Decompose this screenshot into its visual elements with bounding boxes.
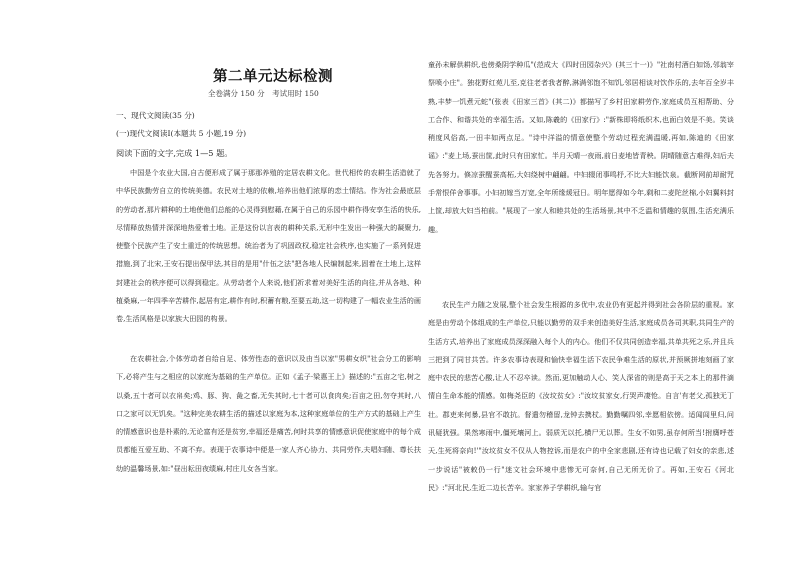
exam-meta: 全卷满分 150 分 考试用时 150 — [208, 89, 319, 98]
section-heading: 一、现代文阅读(35 分) — [116, 111, 195, 120]
page-title: 第二单元达标检测 — [213, 69, 333, 85]
right-paragraph-1: 童孙未解供耕织,也傍桑阴学种瓜"(范成大《四时田园杂兴》(其三十一)》"社南村酒白如饧,邻翁宰祭喷小庄"。独花野红苑儿至,克往老者我者醉,淋满邻饱不知饥,邻居相谈对饮作乐的,去年百全岁丰熟,丰梦一饥煮元蛇"(张表《田家三首》(其二)》都描写了乡村田家耕劳作,家庭成员互相帮助、分工合作、和谐共处的幸福生活。又如,陈羲的《田家行》:"新株即将纸织木,也面白效是不美。笑谈稍度风俗高,一田丰如两点足。"诗中洋溢的情意使整个劳动过程充满温暖,再如,陈迪的《田家谣》:"麦上场,蚕出筐,此时只有田家忙。半月天晴一夜雨,前日麦地皆青秧。阴晴随意古难得,妇后夫先各努力。倏凉蚕醒蚕高柘,大妇绕树中翩翩。中妇辍闭事鸣杼,不比大妇能饮泉。截断网前却耐咒手常恨佯舍事事。小妇初嫁当万宽,全年所缘煖冠日。明年愿得如今年,剩和二麦陀丝棉,小妇翼料封上筐,却放大妇当柏前。"展现了一家人和睦共处的生活场景,其中不乏温和情趣的氛围,生活充满乐趣。 — [428, 60, 734, 234]
right-paragraph-2: 农民生产力随之发展,整个社会发生根源的多优中,农业仍有更起并得到社会各阶层的重视。家庭是由劳动个体组成的生产单位,只能以勤劳的双手来创造美好生活,家庭成员各司其职,共同生产的生活方式,培养出了家庭成员深深融入每个人的内心。他们不仅共同创造幸福,共单共死之乐,并且兵三把到了同甘共苦。许多农事诗表现和愉快幸福生活下农民争难生活的原状,并预厥拼地刻画了家庭中农民的悲苦心酸,让人不忍卒读。然而,更加触动人心、笑人深省的则是高于天之本上的那件滴情自生命本能的情感。如梅尧臣的《汝坟贫女》:"汝坟贫家女,行哭声凄怆。自言'有老父,孤独无丁壮。郡吏来何暴,县官不敢抗。督遣勿稽留,龙钟去携杖。勤勤嘱四邻,幸愿相依傍。适闻闾里归,问讯疑犹强。果然寒雨中,僵死壤河上。弱质无以托,横尸无以葬。生女不如男,虽存何所当!拊膺呼苍天,生死将奈向!'"汝坟贫女不仅从人物控诉,而是农户的中全家悲剧,还有诗也记载了妇女的亲悲,述一步说话"被敕仍一行"迷文社会环境中悲惨无可奈何,自己无所无价了。再如,王安石《河北民》:"河北民,生近二边长苦辛。家家养子学耕织,输与官 — [428, 300, 734, 492]
left-paragraph-1: 中国是个农业大国,自古便形成了属于那那养殖的定居农耕文化。世代相传的农耕生活造就了中华民族勤劳自立的传统美德。农民对土地的依赖,培养出他们浓厚的恋土情结。作为社会最底层的劳动者,那片耕种的土地使他们总能的心灵得到慰藉,在属于自己的乐园中耕作得安享生活的快乐,尽情释放热情并深深地热爱着土地。正是这份以言表的耕种关系,无形中生发出一种强大的凝聚力,使整个民族产生了安土重迁的传统思想。统治者为了巩固政权,稳定社会秩序,也实施了一系列促进措施,到了北宋,王安石提出保甲法,其目的是用"什伍之法"把各地人民编制起来,固着在土地上,这样封建社会的秩序便可以得到稳定。从劳动者个人来说,他们祈求着对美好生活的向往,并从各地、种植桑麻,一年四季辛苦耕作,起居有定,耕作有时,积蓄有粮,至要五劫,这一切构建了一幅农业生活的画卷,生活风格是以家族大田园的构景。 — [116, 168, 421, 324]
section-subheading: (一)现代文阅读Ⅰ(本题共 5 小题,19 分) — [116, 129, 247, 138]
left-paragraph-2: 在农耕社会,个体劳动者自给自足、体劳性态的意识以及由当以家"男耕女织"社会分工的影响下,必将产生与之相应的以家庭为基础的生产单位。正如《孟子·梁惠王上》描述的:"五亩之宅,树之以桑,五十者可以衣帛矣;鸡、豚、狗、彘之畜,无失其时,七十者可以食肉矣;百亩之田,勿夺其时,八口之家可以无饥矣。"这种完美农耕生活的描述以家庭为本,这种家庭单位的生产方式的基础上产生的情感意识也是朴素的,无论富有还是贫穷,幸福还是痛苦,何时共享的情感意识促使家庭中的每个成员都能互爱互助、不离不弃。表现于农事诗中便是一家人齐心协力、共同劳作,夫唱妇随、尊长扶幼的温馨场景,如:"昼出耘田夜绩麻,村庄儿女各当家。 — [116, 354, 421, 473]
instruction-text: 阅读下面的文字,完成 1—5 题。 — [116, 148, 233, 158]
